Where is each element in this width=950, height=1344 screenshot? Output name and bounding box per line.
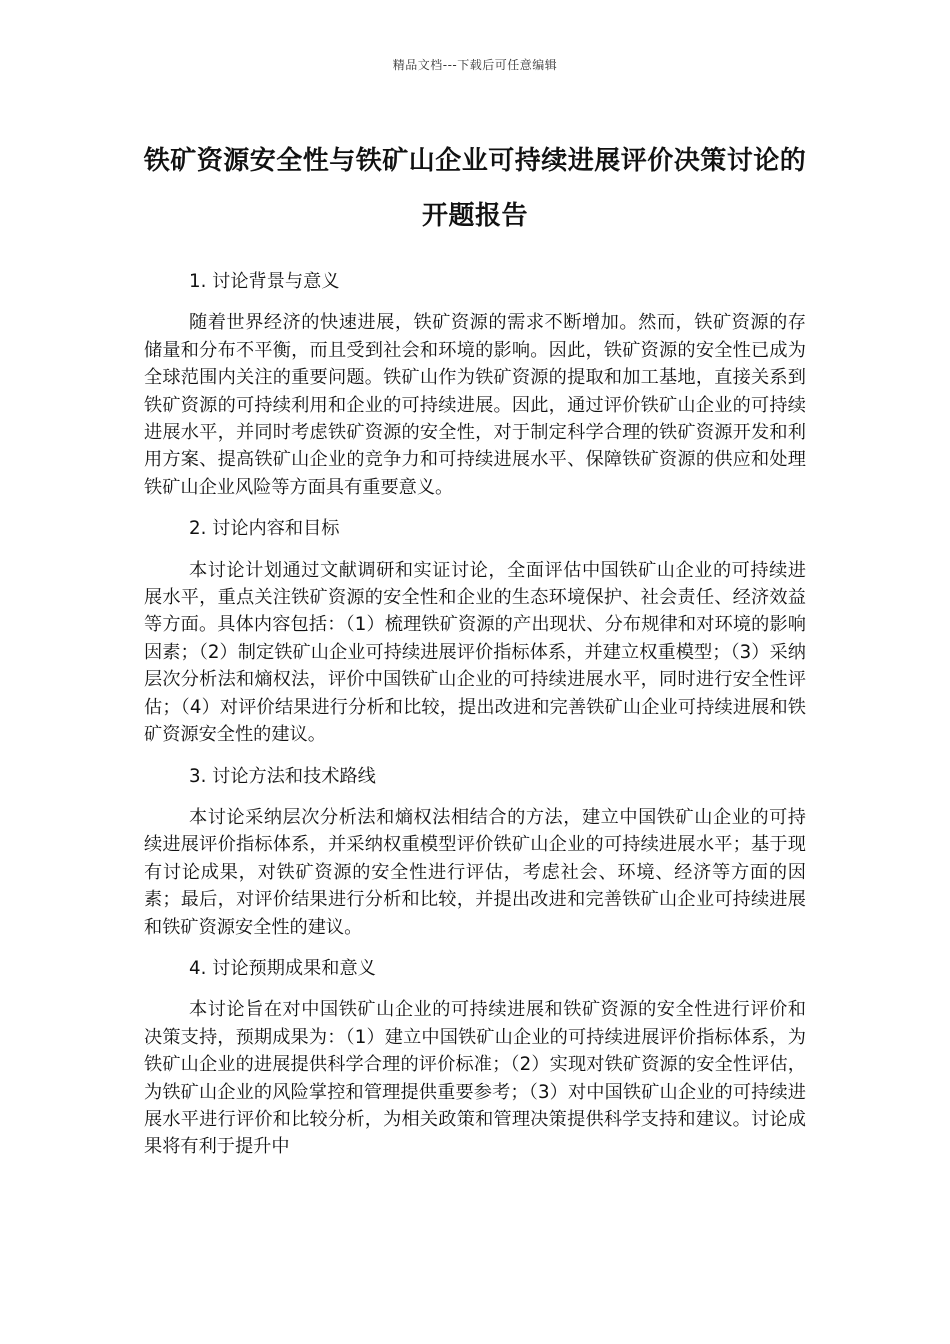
section-paragraph: 本讨论旨在对中国铁矿山企业的可持续进展和铁矿资源的安全性进行评价和决策支持，预期成果为：（1）建立中国铁矿山企业的可持续进展评价指标体系，为铁矿山企业的进展提供科学合理的评价标准；（2）实现对铁矿资源的安全性评估，为铁矿山企业的风险掌控和管理提供重要参考；（3）对中国铁矿山企业的可持续进展水平进行评价和比较分析，为相关政策和管理决策提供科学支持和建议。讨论成果将有利于提升中 <box>144 999 806 1158</box>
section-content-goals <box>144 515 806 748</box>
section-paragraph: 本讨论采纳层次分析法和熵权法相结合的方法，建立中国铁矿山企业的可持续进展评价指标体系，并采纳权重模型评价铁矿山企业的可持续进展水平；基于现有讨论成果，对铁矿资源的安全性进行评估，考虑社会、环境、经济等方面的因素；最后，对评价结果进行分析和比较，并提出改进和完善铁矿山企业可持续进展和铁矿资源安全性的建议。 <box>144 806 806 938</box>
section-heading: 4. 讨论预期成果和意义 <box>189 957 376 979</box>
section-paragraph: 本讨论计划通过文献调研和实证讨论，全面评估中国铁矿山企业的可持续进展水平，重点关注铁矿资源的安全性和企业的生态环境保护、社会责任、经济效益等方面。具体内容包括：（1）梳理铁矿资源的产出现状、分布规律和对环境的影响因素；（2）制定铁矿山企业可持续进展评价指标体系，并建立权重模型；（3）采纳层次分析法和熵权法，评价中国铁矿山企业的可持续进展水平，同时进行安全性评估；（4）对评价结果进行分析和比较，提出改进和完善铁矿山企业可持续进展和铁矿资源安全性的建议。 <box>144 559 806 746</box>
section-paragraph: 随着世界经济的快速进展，铁矿资源的需求不断增加。然而，铁矿资源的存储量和分布不平衡，而且受到社会和环境的影响。因此，铁矿资源的安全性已成为全球范围内关注的重要问题。铁矿山作为铁矿资源的提取和加工基地，直接关系到铁矿资源的可持续利用和企业的可持续进展。因此，通过评价铁矿山企业的可持续进展水平，并同时考虑铁矿资源的安全性，对于制定科学合理的铁矿资源开发和利用方案、提高铁矿山企业的竞争力和可持续进展水平、保障铁矿资源的供应和处理铁矿山企业风险等方面具有重要意义。 <box>144 312 806 498</box>
page-header: 精品文档---下载后可任意编辑 <box>392 58 558 72</box>
document-body <box>144 268 806 1175</box>
section-heading: 1. 讨论背景与意义 <box>189 271 340 292</box>
section-expected-results <box>144 955 806 1161</box>
document-title: 铁矿资源安全性与铁矿山企业可持续进展评价决策讨论的开题报告 <box>143 146 807 231</box>
section-heading: 3. 讨论方法和技术路线 <box>189 765 376 787</box>
section-methods <box>144 763 806 941</box>
section-background <box>144 268 806 501</box>
section-heading: 2. 讨论内容和目标 <box>189 518 340 540</box>
